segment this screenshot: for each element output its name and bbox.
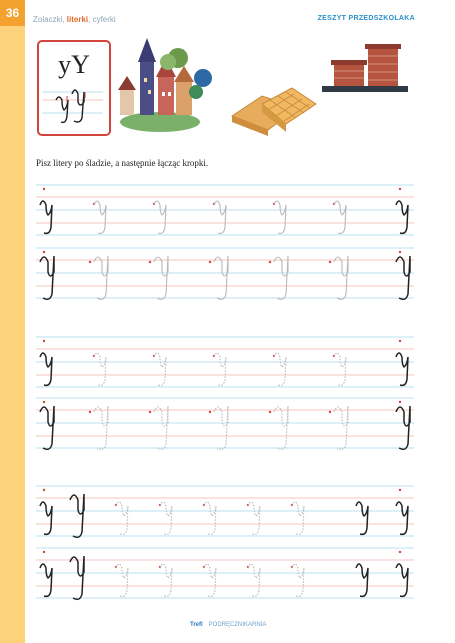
cursive-capital-y xyxy=(94,406,108,449)
waffle-icon xyxy=(232,88,316,136)
brand-logo: Trefl xyxy=(190,622,203,628)
cursive-small-y xyxy=(396,201,408,233)
cursive-capital-y xyxy=(40,406,54,449)
page-number: 36 xyxy=(0,0,25,26)
series-title: ZESZYT PRZEDSZKOLAKA xyxy=(317,15,415,22)
houses-icon xyxy=(118,38,212,132)
printed-letters: yY xyxy=(58,50,90,79)
cursive-small-y xyxy=(154,201,166,233)
cursive-capital-y xyxy=(214,406,228,449)
cursive-small-y xyxy=(116,564,128,596)
cursive-small-y xyxy=(248,564,260,596)
cursive-capital-y xyxy=(334,256,348,299)
cursive-small-y xyxy=(396,502,408,534)
cursive-small-y xyxy=(204,564,216,596)
cursive-small-y xyxy=(274,201,286,233)
tracing-rows xyxy=(36,185,414,599)
cursive-small-y xyxy=(40,564,52,596)
stroke-start-marker xyxy=(43,340,45,342)
stroke-start-marker xyxy=(399,401,401,403)
cursive-small-y xyxy=(396,353,408,385)
cursive-small-y xyxy=(94,201,106,233)
brand-label: PODRĘCZNIKARNIA xyxy=(208,622,267,628)
letter-card-cursive xyxy=(42,90,103,122)
stroke-start-marker xyxy=(399,551,401,553)
chimney-icon xyxy=(322,44,408,92)
stroke-start-marker xyxy=(399,340,401,342)
cursive-small-y xyxy=(40,353,52,385)
cursive-small-y xyxy=(204,502,216,534)
cursive-small-y xyxy=(160,564,172,596)
start-dot xyxy=(329,261,331,263)
breadcrumb-part: Zolaczki, xyxy=(33,15,65,24)
cursive-small-y xyxy=(274,353,286,385)
start-dot xyxy=(149,411,151,413)
cursive-small-y xyxy=(334,353,346,385)
cursive-capital-y xyxy=(70,556,84,599)
cursive-small-y xyxy=(154,353,166,385)
footer-logo xyxy=(190,622,266,628)
start-dot xyxy=(89,261,91,263)
cursive-capital-y xyxy=(396,406,410,449)
stroke-start-marker xyxy=(399,188,401,190)
start-dot xyxy=(89,411,91,413)
cursive-small-y xyxy=(214,201,226,233)
cursive-capital-y xyxy=(396,256,410,299)
cursive-capital-y xyxy=(214,256,228,299)
cursive-small-y xyxy=(40,502,52,534)
cursive-capital-y xyxy=(154,256,168,299)
cursive-small-y xyxy=(214,353,226,385)
cursive-small-y xyxy=(356,564,368,596)
breadcrumb-current: literki xyxy=(66,15,89,24)
cursive-small-y xyxy=(396,564,408,596)
cursive-small-y xyxy=(40,201,52,233)
cursive-small-y xyxy=(248,502,260,534)
cursive-capital-y xyxy=(274,256,288,299)
start-dot xyxy=(269,261,271,263)
stroke-start-marker xyxy=(399,489,401,491)
breadcrumb-part-end: , cyferki xyxy=(88,15,116,24)
cursive-capital-y xyxy=(40,256,54,299)
cursive-small-y xyxy=(292,502,304,534)
stroke-start-marker xyxy=(43,251,45,253)
cursive-small-y xyxy=(292,564,304,596)
start-dot xyxy=(209,261,211,263)
cursive-small-y xyxy=(94,353,106,385)
start-dot xyxy=(269,411,271,413)
cursive-capital-y xyxy=(274,406,288,449)
cursive-small-y xyxy=(356,502,368,534)
start-dot xyxy=(209,411,211,413)
cursive-capital-y xyxy=(94,256,108,299)
stroke-start-marker xyxy=(43,551,45,553)
cursive-small-y xyxy=(116,502,128,534)
stroke-start-marker xyxy=(43,188,45,190)
cursive-small-y xyxy=(334,201,346,233)
stroke-start-marker xyxy=(399,251,401,253)
cursive-small-y xyxy=(160,502,172,534)
start-dot xyxy=(329,411,331,413)
cursive-capital-y xyxy=(334,406,348,449)
stroke-start-marker xyxy=(43,401,45,403)
start-dot xyxy=(149,261,151,263)
instruction-text: Pisz litery po śladzie, a następnie łącząc kropki. xyxy=(36,158,209,168)
stroke-start-marker xyxy=(43,489,45,491)
cursive-capital-y xyxy=(154,406,168,449)
cursive-capital-y xyxy=(70,494,84,537)
